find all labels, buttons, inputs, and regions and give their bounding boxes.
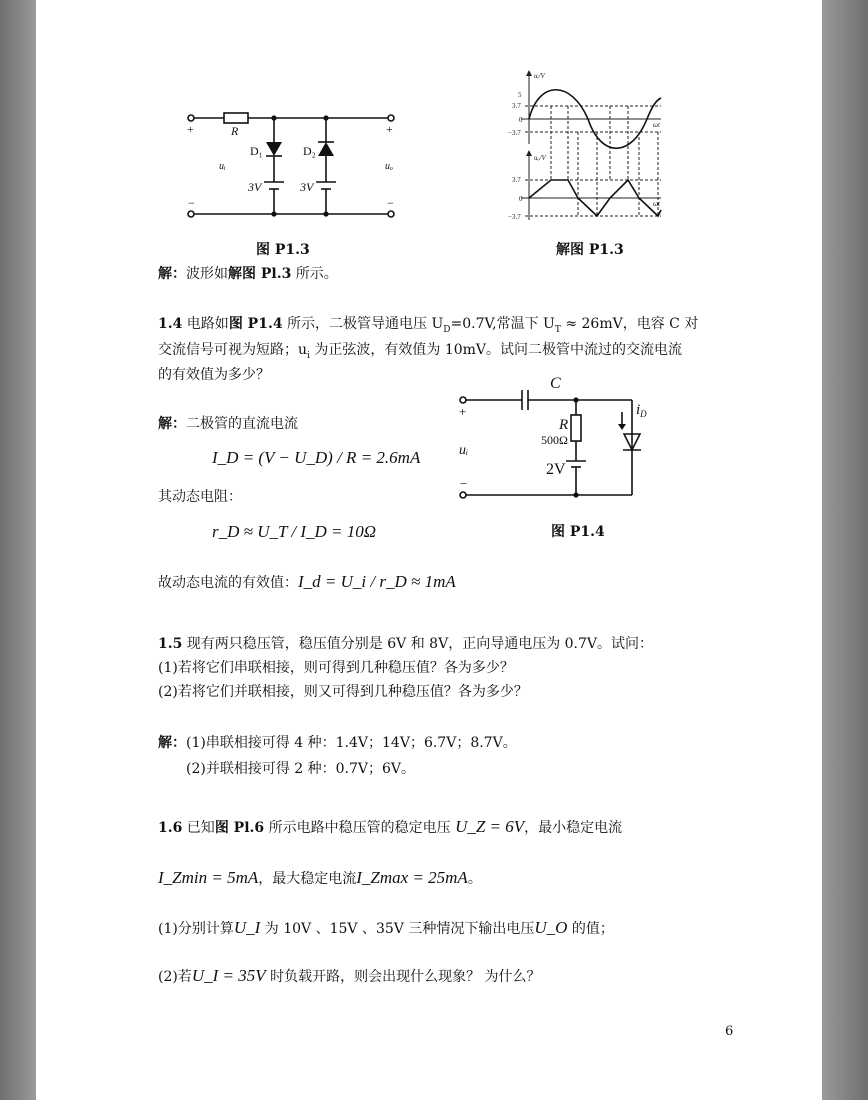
solution-1-3: [158, 264, 338, 284]
tick-top-0: 0: [519, 116, 523, 124]
equation-rd: r_D ≈ U_T / I_D = 10Ω: [212, 522, 377, 541]
document-page: [36, 0, 822, 1100]
label-minus: −: [460, 476, 468, 491]
problem-text: 交流信号可视为短路；u: [158, 342, 308, 358]
problem-1-4-line1: [158, 314, 698, 340]
equation-uo: U_O: [534, 918, 568, 937]
label-plus-in: +: [187, 122, 194, 136]
solution-dynamic-resistance: 其动态电阻：: [158, 489, 242, 505]
solution-label: 解：: [158, 735, 186, 751]
label-iD-sub: D: [640, 409, 647, 419]
equation-id-rms: I_d = U_i / r_D ≈ 1mA: [298, 572, 456, 591]
equation-id: I_D = (V − U_D) / R = 2.6mA: [212, 448, 421, 467]
problem-1-6-q1: [158, 918, 614, 939]
tick-top-37: 3.7: [512, 102, 521, 110]
caption-p14: 图 P1.4: [551, 524, 605, 540]
problem-1-4-line3: 的有效值为多少？: [158, 367, 270, 383]
axis-ui: uᵢ/V: [534, 72, 545, 80]
label-R: R: [231, 124, 239, 138]
problem-text: (1)分别计算: [158, 921, 234, 937]
label-iD-main: i: [636, 402, 641, 418]
equation-izmin: I_Zmin = 5mA: [158, 868, 259, 887]
page-number: 6: [725, 1024, 734, 1039]
label-minus-out: −: [387, 196, 394, 210]
problem-text: =0.7V,常温下 U: [450, 316, 555, 332]
problem-fig-ref: 图 P1.4: [228, 316, 283, 332]
circuit-p14: [448, 372, 678, 507]
equation-uz: U_Z = 6V: [455, 817, 525, 836]
problem-sub: D: [443, 325, 451, 335]
tick-bot-0: 0: [519, 195, 523, 203]
label-D1: D₁: [250, 144, 263, 158]
label-iD: [636, 402, 647, 419]
axis-t2: ωt: [653, 200, 660, 208]
label-plus-out: +: [386, 122, 393, 136]
axis-t1: ωt: [653, 121, 660, 129]
problem-1-5-line1: [158, 634, 653, 654]
solution-current-rms: [158, 572, 456, 593]
problem-text: 的值；: [567, 921, 614, 937]
label-ui: uᵢ: [459, 443, 469, 458]
problem-1-5-q1: (1)若将它们串联相接，则可得到几种稳压值？各为多少？: [158, 660, 514, 676]
solution-1-5-a2: (2)并联相接可得 2 种：0.7V；6V。: [186, 761, 416, 777]
label-plus: +: [459, 404, 467, 419]
problem-text: 电路如: [182, 316, 229, 332]
caption-p13: 图 P1.3: [256, 242, 310, 258]
problem-number: 1.6: [158, 820, 183, 836]
problem-text: ，最小稳定电流: [524, 820, 623, 836]
problem-sub: T: [554, 325, 561, 335]
problem-text: 为 10V 、15V 、35V 三种情况下输出电压: [260, 921, 535, 937]
problem-text: ，最大稳定电流: [258, 871, 357, 887]
problem-text: ≈ 26mV，电容 C 对: [560, 316, 699, 332]
problem-1-6-line1: [158, 817, 622, 838]
solution-1-5-a1: [158, 733, 517, 753]
circuit-p13: [176, 105, 416, 230]
tick-bot-m37: −3.7: [508, 213, 521, 221]
problem-fig-ref: 图 Pl.6: [214, 820, 265, 836]
problem-text: 已知: [182, 820, 215, 836]
tick-bot-37: 3.7: [512, 176, 521, 184]
problem-text: 现有两只稳压管，稳压值分别是 6V 和 8V，正向导通电压为 0.7V。试问：: [182, 636, 654, 652]
problem-number: 1.5: [158, 636, 183, 652]
label-ui: uᵢ: [219, 161, 226, 172]
problem-text: 所示电路中稳压管的稳定电压: [264, 820, 456, 836]
solution-text: (1)串联相接可得 4 种：1.4V；14V；6.7V；8.7V。: [186, 735, 517, 751]
problem-text: (2)若: [158, 969, 192, 985]
problem-text: 。: [467, 871, 482, 887]
solution-label: 解：: [158, 266, 186, 282]
equation-ui: U_I: [233, 918, 261, 937]
label-R-value: 500Ω: [541, 433, 568, 447]
label-C: C: [550, 375, 561, 392]
caption-jie-p13: 解图 P1.3: [556, 242, 624, 258]
label-3v-1: 3V: [248, 180, 262, 194]
label-minus-in: −: [188, 196, 195, 210]
problem-sub: i: [307, 351, 310, 361]
problem-1-6-line2: [158, 868, 482, 889]
problem-number: 1.4: [158, 316, 183, 332]
solution-text: 二极管的直流电流: [186, 416, 298, 432]
label-R: R: [559, 417, 569, 433]
equation-izmax: I_Zmax = 25mA: [356, 868, 468, 887]
problem-text: 时负载开路，则会出现什么现象？ 为什么？: [265, 969, 541, 985]
solution-text: 波形如: [186, 266, 228, 282]
problem-1-4-line2: [158, 340, 682, 366]
solution-label: 解：: [158, 416, 186, 432]
solution-1-4-intro: [158, 414, 298, 434]
solution-after: 所示。: [291, 266, 338, 282]
label-3v-2: 3V: [300, 180, 314, 194]
problem-text: 为正弦波，有效值为 10mV。试问二极管中流过的交流电流: [309, 342, 683, 358]
label-uo: uₒ: [385, 161, 393, 172]
problem-text: 所示，二极管导通电压 U: [282, 316, 444, 332]
axis-uo: uₒ/V: [534, 154, 546, 162]
label-2V: 2V: [546, 461, 566, 478]
waveform-p13: [491, 70, 671, 230]
tick-top-5: 5: [518, 91, 522, 99]
solution-text: 故动态电流的有效值：: [158, 575, 298, 591]
tick-top-m37: −3.7: [508, 129, 521, 137]
solution-fig-ref: 解图 Pl.3: [228, 266, 292, 282]
problem-1-6-q2: [158, 966, 541, 987]
label-D2: D₂: [303, 144, 316, 158]
equation-ui-35: U_I = 35V: [191, 966, 266, 985]
problem-1-5-q2: (2)若将它们并联相接，则又可得到几种稳压值？各为多少？: [158, 684, 528, 700]
